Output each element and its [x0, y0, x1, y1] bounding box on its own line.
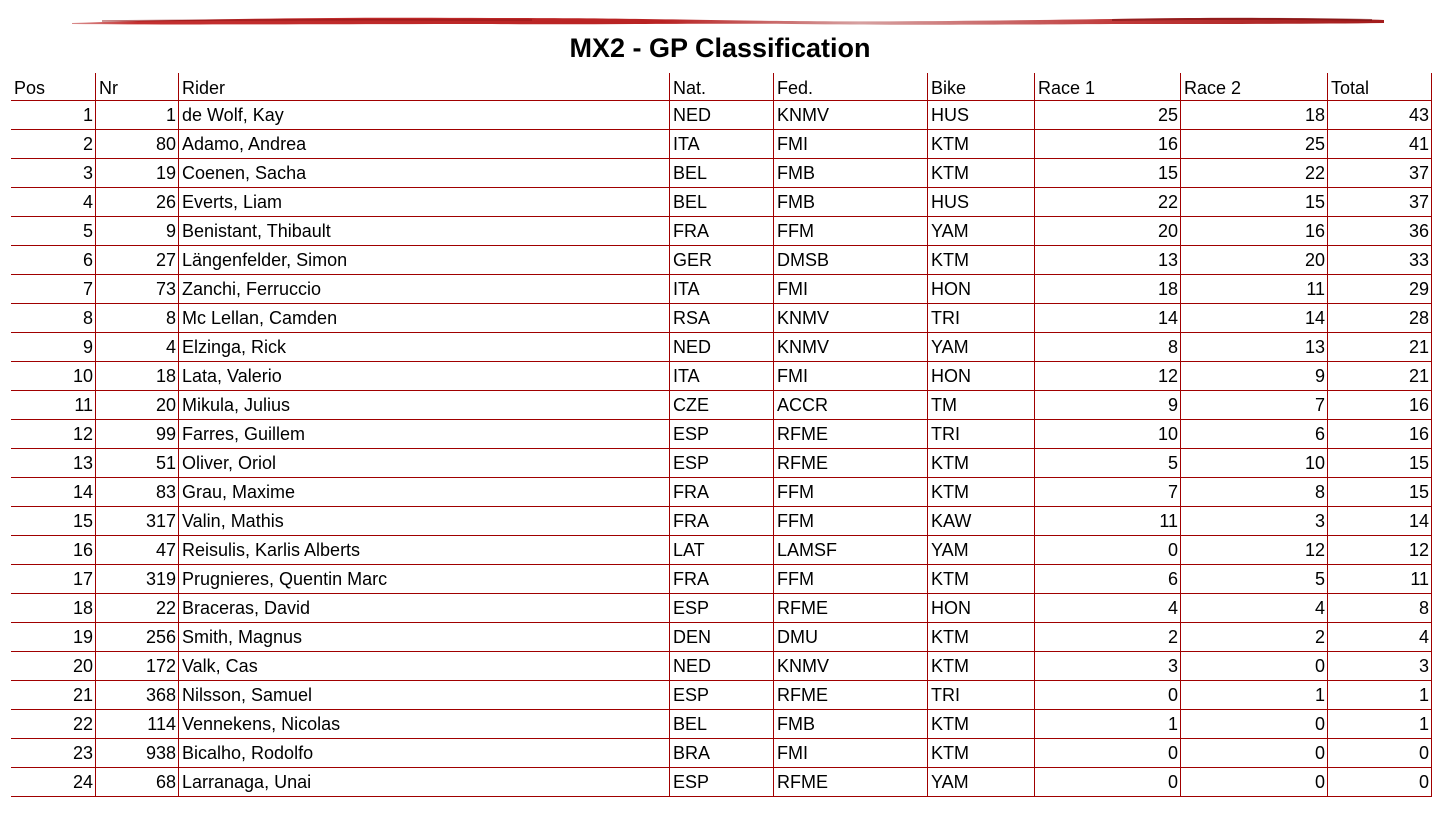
cell-rider: Larranaga, Unai	[179, 768, 670, 797]
cell-race-1: 6	[1035, 565, 1181, 594]
cell-nr: 27	[96, 246, 179, 275]
cell-fed: FMB	[774, 188, 928, 217]
cell-race-1: 5	[1035, 449, 1181, 478]
cell-pos: 13	[11, 449, 96, 478]
cell-pos: 16	[11, 536, 96, 565]
cell-race-1: 3	[1035, 652, 1181, 681]
cell-fed: DMU	[774, 623, 928, 652]
cell-race-2: 1	[1181, 681, 1328, 710]
cell-race-1: 4	[1035, 594, 1181, 623]
header-rider: Rider	[179, 73, 670, 101]
header-nr: Nr	[96, 73, 179, 101]
table-row	[11, 739, 1432, 768]
cell-pos: 5	[11, 217, 96, 246]
table-row	[11, 565, 1432, 594]
cell-rider: Vennekens, Nicolas	[179, 710, 670, 739]
cell-race-1: 0	[1035, 536, 1181, 565]
table-row	[11, 681, 1432, 710]
cell-total: 12	[1328, 536, 1432, 565]
cell-race-2: 13	[1181, 333, 1328, 362]
cell-total: 37	[1328, 188, 1432, 217]
cell-total: 8	[1328, 594, 1432, 623]
cell-pos: 11	[11, 391, 96, 420]
cell-fed: RFME	[774, 449, 928, 478]
cell-fed: RFME	[774, 768, 928, 797]
cell-rider: Elzinga, Rick	[179, 333, 670, 362]
cell-bike: HON	[928, 275, 1035, 304]
cell-race-2: 7	[1181, 391, 1328, 420]
header-race-2: Race 2	[1181, 73, 1328, 101]
cell-nr: 317	[96, 507, 179, 536]
cell-pos: 17	[11, 565, 96, 594]
cell-race-1: 0	[1035, 739, 1181, 768]
cell-fed: KNMV	[774, 652, 928, 681]
cell-rider: Mikula, Julius	[179, 391, 670, 420]
cell-total: 33	[1328, 246, 1432, 275]
cell-rider: Benistant, Thibault	[179, 217, 670, 246]
cell-bike: TRI	[928, 420, 1035, 449]
cell-nat: FRA	[670, 507, 774, 536]
cell-fed: KNMV	[774, 304, 928, 333]
cell-nr: 22	[96, 594, 179, 623]
cell-fed: DMSB	[774, 246, 928, 275]
cell-rider: Nilsson, Samuel	[179, 681, 670, 710]
table-row	[11, 130, 1432, 159]
cell-total: 4	[1328, 623, 1432, 652]
cell-pos: 1	[11, 101, 96, 130]
cell-race-2: 16	[1181, 217, 1328, 246]
cell-total: 3	[1328, 652, 1432, 681]
table-row	[11, 652, 1432, 681]
cell-fed: FMI	[774, 130, 928, 159]
cell-nat: ESP	[670, 449, 774, 478]
cell-nat: ESP	[670, 681, 774, 710]
cell-bike: KTM	[928, 565, 1035, 594]
cell-total: 36	[1328, 217, 1432, 246]
cell-nat: NED	[670, 333, 774, 362]
cell-rider: de Wolf, Kay	[179, 101, 670, 130]
cell-pos: 8	[11, 304, 96, 333]
cell-nat: BEL	[670, 188, 774, 217]
header-bike: Bike	[928, 73, 1035, 101]
table-row	[11, 449, 1432, 478]
cell-bike: YAM	[928, 768, 1035, 797]
cell-race-1: 15	[1035, 159, 1181, 188]
cell-nat: RSA	[670, 304, 774, 333]
cell-bike: YAM	[928, 333, 1035, 362]
cell-bike: KTM	[928, 652, 1035, 681]
cell-race-2: 0	[1181, 652, 1328, 681]
cell-nat: BEL	[670, 159, 774, 188]
cell-race-2: 0	[1181, 739, 1328, 768]
classification-table	[11, 73, 1432, 797]
cell-nat: ITA	[670, 275, 774, 304]
cell-nat: NED	[670, 101, 774, 130]
table-row	[11, 159, 1432, 188]
cell-race-1: 22	[1035, 188, 1181, 217]
cell-nat: ESP	[670, 594, 774, 623]
table-row	[11, 333, 1432, 362]
cell-fed: FMI	[774, 362, 928, 391]
cell-total: 15	[1328, 449, 1432, 478]
cell-nat: LAT	[670, 536, 774, 565]
cell-nr: 256	[96, 623, 179, 652]
cell-fed: RFME	[774, 420, 928, 449]
cell-race-1: 12	[1035, 362, 1181, 391]
cell-race-2: 9	[1181, 362, 1328, 391]
cell-bike: TM	[928, 391, 1035, 420]
cell-nr: 51	[96, 449, 179, 478]
cell-nat: BRA	[670, 739, 774, 768]
table-row	[11, 391, 1432, 420]
cell-fed: FFM	[774, 565, 928, 594]
cell-rider: Zanchi, Ferruccio	[179, 275, 670, 304]
cell-race-2: 3	[1181, 507, 1328, 536]
table-row	[11, 101, 1432, 130]
cell-pos: 19	[11, 623, 96, 652]
cell-nat: ITA	[670, 362, 774, 391]
cell-rider: Braceras, David	[179, 594, 670, 623]
cell-pos: 2	[11, 130, 96, 159]
cell-race-2: 10	[1181, 449, 1328, 478]
cell-pos: 9	[11, 333, 96, 362]
cell-race-2: 8	[1181, 478, 1328, 507]
cell-total: 0	[1328, 739, 1432, 768]
cell-race-2: 2	[1181, 623, 1328, 652]
cell-race-1: 18	[1035, 275, 1181, 304]
cell-race-1: 9	[1035, 391, 1181, 420]
cell-bike: KTM	[928, 739, 1035, 768]
cell-nr: 80	[96, 130, 179, 159]
cell-fed: KNMV	[774, 101, 928, 130]
cell-race-2: 12	[1181, 536, 1328, 565]
cell-race-2: 14	[1181, 304, 1328, 333]
table-row	[11, 420, 1432, 449]
cell-fed: FFM	[774, 478, 928, 507]
cell-race-1: 14	[1035, 304, 1181, 333]
cell-nr: 73	[96, 275, 179, 304]
cell-nr: 19	[96, 159, 179, 188]
cell-nat: NED	[670, 652, 774, 681]
cell-fed: FFM	[774, 507, 928, 536]
cell-nat: ESP	[670, 420, 774, 449]
cell-rider: Valk, Cas	[179, 652, 670, 681]
cell-total: 43	[1328, 101, 1432, 130]
cell-rider: Reisulis, Karlis Alberts	[179, 536, 670, 565]
cell-nr: 319	[96, 565, 179, 594]
cell-fed: RFME	[774, 594, 928, 623]
cell-bike: HUS	[928, 101, 1035, 130]
cell-rider: Prugnieres, Quentin Marc	[179, 565, 670, 594]
cell-nr: 8	[96, 304, 179, 333]
cell-pos: 15	[11, 507, 96, 536]
cell-race-1: 1	[1035, 710, 1181, 739]
cell-nat: GER	[670, 246, 774, 275]
cell-race-1: 7	[1035, 478, 1181, 507]
cell-fed: FFM	[774, 217, 928, 246]
table-row	[11, 536, 1432, 565]
table-row	[11, 623, 1432, 652]
cell-bike: KAW	[928, 507, 1035, 536]
cell-total: 28	[1328, 304, 1432, 333]
cell-rider: Oliver, Oriol	[179, 449, 670, 478]
cell-race-1: 0	[1035, 768, 1181, 797]
cell-bike: KTM	[928, 159, 1035, 188]
cell-nr: 172	[96, 652, 179, 681]
cell-total: 21	[1328, 333, 1432, 362]
cell-fed: FMI	[774, 275, 928, 304]
header-fed: Fed.	[774, 73, 928, 101]
cell-race-1: 13	[1035, 246, 1181, 275]
cell-bike: HUS	[928, 188, 1035, 217]
cell-nr: 99	[96, 420, 179, 449]
cell-rider: Valin, Mathis	[179, 507, 670, 536]
cell-nat: FRA	[670, 478, 774, 507]
cell-race-2: 22	[1181, 159, 1328, 188]
cell-rider: Farres, Guillem	[179, 420, 670, 449]
cell-nr: 47	[96, 536, 179, 565]
cell-fed: RFME	[774, 681, 928, 710]
cell-total: 41	[1328, 130, 1432, 159]
cell-race-1: 2	[1035, 623, 1181, 652]
cell-rider: Adamo, Andrea	[179, 130, 670, 159]
cell-race-1: 16	[1035, 130, 1181, 159]
cell-nr: 938	[96, 739, 179, 768]
cell-rider: Lata, Valerio	[179, 362, 670, 391]
cell-rider: Everts, Liam	[179, 188, 670, 217]
cell-race-2: 25	[1181, 130, 1328, 159]
brush-stroke-banner	[72, 14, 1384, 28]
cell-nr: 83	[96, 478, 179, 507]
cell-pos: 22	[11, 710, 96, 739]
cell-race-1: 20	[1035, 217, 1181, 246]
cell-race-2: 4	[1181, 594, 1328, 623]
cell-pos: 18	[11, 594, 96, 623]
cell-bike: YAM	[928, 536, 1035, 565]
cell-pos: 7	[11, 275, 96, 304]
table-row	[11, 768, 1432, 797]
cell-total: 16	[1328, 391, 1432, 420]
cell-race-1: 11	[1035, 507, 1181, 536]
cell-race-1: 25	[1035, 101, 1181, 130]
cell-total: 15	[1328, 478, 1432, 507]
cell-fed: LAMSF	[774, 536, 928, 565]
cell-race-2: 20	[1181, 246, 1328, 275]
table-row	[11, 188, 1432, 217]
cell-race-2: 5	[1181, 565, 1328, 594]
table-row	[11, 275, 1432, 304]
header-nat: Nat.	[670, 73, 774, 101]
table-row	[11, 362, 1432, 391]
cell-total: 1	[1328, 681, 1432, 710]
cell-nat: CZE	[670, 391, 774, 420]
cell-nr: 368	[96, 681, 179, 710]
cell-pos: 4	[11, 188, 96, 217]
cell-race-1: 8	[1035, 333, 1181, 362]
cell-nr: 68	[96, 768, 179, 797]
table-header-row	[11, 73, 1432, 101]
table-row	[11, 217, 1432, 246]
cell-pos: 23	[11, 739, 96, 768]
table-row	[11, 507, 1432, 536]
cell-bike: KTM	[928, 478, 1035, 507]
cell-race-1: 10	[1035, 420, 1181, 449]
cell-total: 16	[1328, 420, 1432, 449]
cell-nr: 18	[96, 362, 179, 391]
cell-nat: DEN	[670, 623, 774, 652]
cell-nr: 114	[96, 710, 179, 739]
cell-nr: 4	[96, 333, 179, 362]
table-row	[11, 304, 1432, 333]
cell-race-2: 0	[1181, 768, 1328, 797]
cell-race-2: 0	[1181, 710, 1328, 739]
cell-nr: 26	[96, 188, 179, 217]
cell-nat: ITA	[670, 130, 774, 159]
cell-fed: FMB	[774, 710, 928, 739]
cell-pos: 14	[11, 478, 96, 507]
cell-race-2: 15	[1181, 188, 1328, 217]
cell-rider: Bicalho, Rodolfo	[179, 739, 670, 768]
cell-rider: Smith, Magnus	[179, 623, 670, 652]
cell-bike: KTM	[928, 623, 1035, 652]
cell-total: 11	[1328, 565, 1432, 594]
cell-nat: FRA	[670, 565, 774, 594]
cell-rider: Grau, Maxime	[179, 478, 670, 507]
table-row	[11, 478, 1432, 507]
cell-nr: 9	[96, 217, 179, 246]
cell-bike: KTM	[928, 130, 1035, 159]
cell-total: 0	[1328, 768, 1432, 797]
table-row	[11, 246, 1432, 275]
cell-pos: 10	[11, 362, 96, 391]
cell-nat: FRA	[670, 217, 774, 246]
cell-fed: ACCR	[774, 391, 928, 420]
cell-pos: 20	[11, 652, 96, 681]
cell-pos: 6	[11, 246, 96, 275]
cell-bike: HON	[928, 362, 1035, 391]
header-pos: Pos	[11, 73, 96, 101]
header-total: Total	[1328, 73, 1432, 101]
cell-race-2: 18	[1181, 101, 1328, 130]
cell-pos: 3	[11, 159, 96, 188]
cell-total: 37	[1328, 159, 1432, 188]
cell-nat: ESP	[670, 768, 774, 797]
cell-nr: 20	[96, 391, 179, 420]
cell-bike: TRI	[928, 304, 1035, 333]
cell-total: 14	[1328, 507, 1432, 536]
cell-fed: FMI	[774, 739, 928, 768]
cell-bike: KTM	[928, 246, 1035, 275]
cell-rider: Coenen, Sacha	[179, 159, 670, 188]
cell-race-1: 0	[1035, 681, 1181, 710]
cell-pos: 21	[11, 681, 96, 710]
cell-bike: HON	[928, 594, 1035, 623]
cell-race-2: 11	[1181, 275, 1328, 304]
cell-bike: KTM	[928, 710, 1035, 739]
cell-total: 1	[1328, 710, 1432, 739]
cell-fed: FMB	[774, 159, 928, 188]
cell-bike: KTM	[928, 449, 1035, 478]
cell-bike: YAM	[928, 217, 1035, 246]
cell-rider: Mc Lellan, Camden	[179, 304, 670, 333]
header-race-1: Race 1	[1035, 73, 1181, 101]
cell-rider: Längenfelder, Simon	[179, 246, 670, 275]
table-row	[11, 710, 1432, 739]
cell-race-2: 6	[1181, 420, 1328, 449]
cell-total: 21	[1328, 362, 1432, 391]
cell-fed: KNMV	[774, 333, 928, 362]
cell-pos: 12	[11, 420, 96, 449]
cell-nat: BEL	[670, 710, 774, 739]
table-row	[11, 594, 1432, 623]
cell-nr: 1	[96, 101, 179, 130]
cell-total: 29	[1328, 275, 1432, 304]
cell-bike: TRI	[928, 681, 1035, 710]
cell-pos: 24	[11, 768, 96, 797]
page-title: MX2 - GP Classification	[569, 33, 871, 63]
